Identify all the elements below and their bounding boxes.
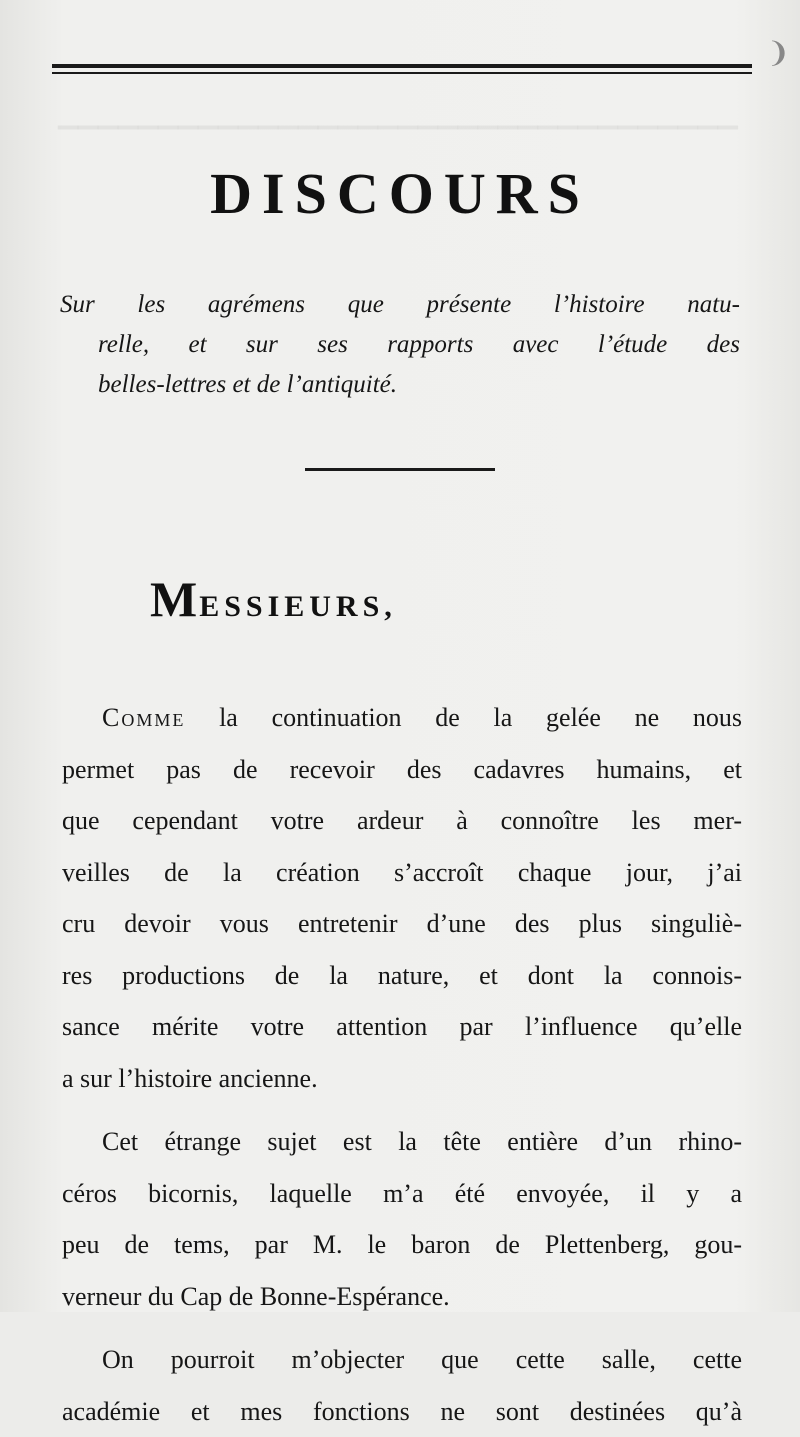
subtitle-line: relle, et sur ses rapports avec l’étude des — [60, 325, 740, 365]
paragraph-line: sance mérite votre attention par l’influence qu’elle — [62, 1001, 742, 1053]
paragraph-line: peu de tems, par M. le baron de Plettenberg, gou- — [62, 1219, 742, 1271]
page-title: DISCOURS — [0, 160, 800, 227]
paragraph — [62, 1116, 742, 1322]
salutation — [150, 570, 397, 628]
paragraph-line: res productions de la nature, et dont la connois- — [62, 950, 742, 1002]
subtitle-line: belles-lettres et de l’antiquité. — [60, 365, 740, 405]
paragraph-line — [62, 692, 742, 744]
header-rule-thick — [52, 64, 752, 68]
paragraph — [62, 692, 742, 1104]
bleed-through-shading: ▁▁▁▁▁▁▁▁▁▁▁▁▁▁▁▁▁▁▁▁▁▁▁▁▁▁▁▁▁▁▁▁▁▁ — [58, 100, 748, 130]
subtitle — [60, 285, 740, 405]
paragraph — [62, 1334, 742, 1437]
paragraph-line: permet pas de recevoir des cadavres humains, et — [62, 744, 742, 796]
paragraph-line: veilles de la création s’accroît chaque jour, j’ai — [62, 847, 742, 899]
page-corner-mark: ❩ — [767, 36, 790, 69]
header-rule-thin — [52, 72, 752, 74]
paragraph-line: que cependant votre ardeur à connoître les mer- — [62, 795, 742, 847]
section-separator — [305, 468, 495, 471]
paragraph-line: cru devoir vous entretenir d’une des plus singuliè- — [62, 898, 742, 950]
paragraph-line: Cet étrange sujet est la tête entière d’un rhino- — [62, 1116, 742, 1168]
paragraph-line: académie et mes fonctions ne sont destinées qu’à — [62, 1386, 742, 1437]
paragraph-line: On pourroit m’objecter que cette salle, cette — [62, 1334, 742, 1386]
body-text — [62, 692, 742, 1437]
paragraph-line: céros bicornis, laquelle m’a été envoyée, il y a — [62, 1168, 742, 1220]
salutation-rest: ESSIEURS, — [199, 590, 397, 623]
paragraph-line: verneur du Cap de Bonne-Espérance. — [62, 1271, 742, 1323]
subtitle-line: Sur les agrémens que présente l’histoire natu- — [60, 285, 740, 325]
paragraph-lead-word: Comme — [102, 703, 185, 732]
salutation-initial: M — [150, 571, 199, 627]
paragraph-line-text: la continuation de la gelée ne nous — [185, 703, 742, 732]
paragraph-line: a sur l’histoire ancienne. — [62, 1053, 742, 1105]
